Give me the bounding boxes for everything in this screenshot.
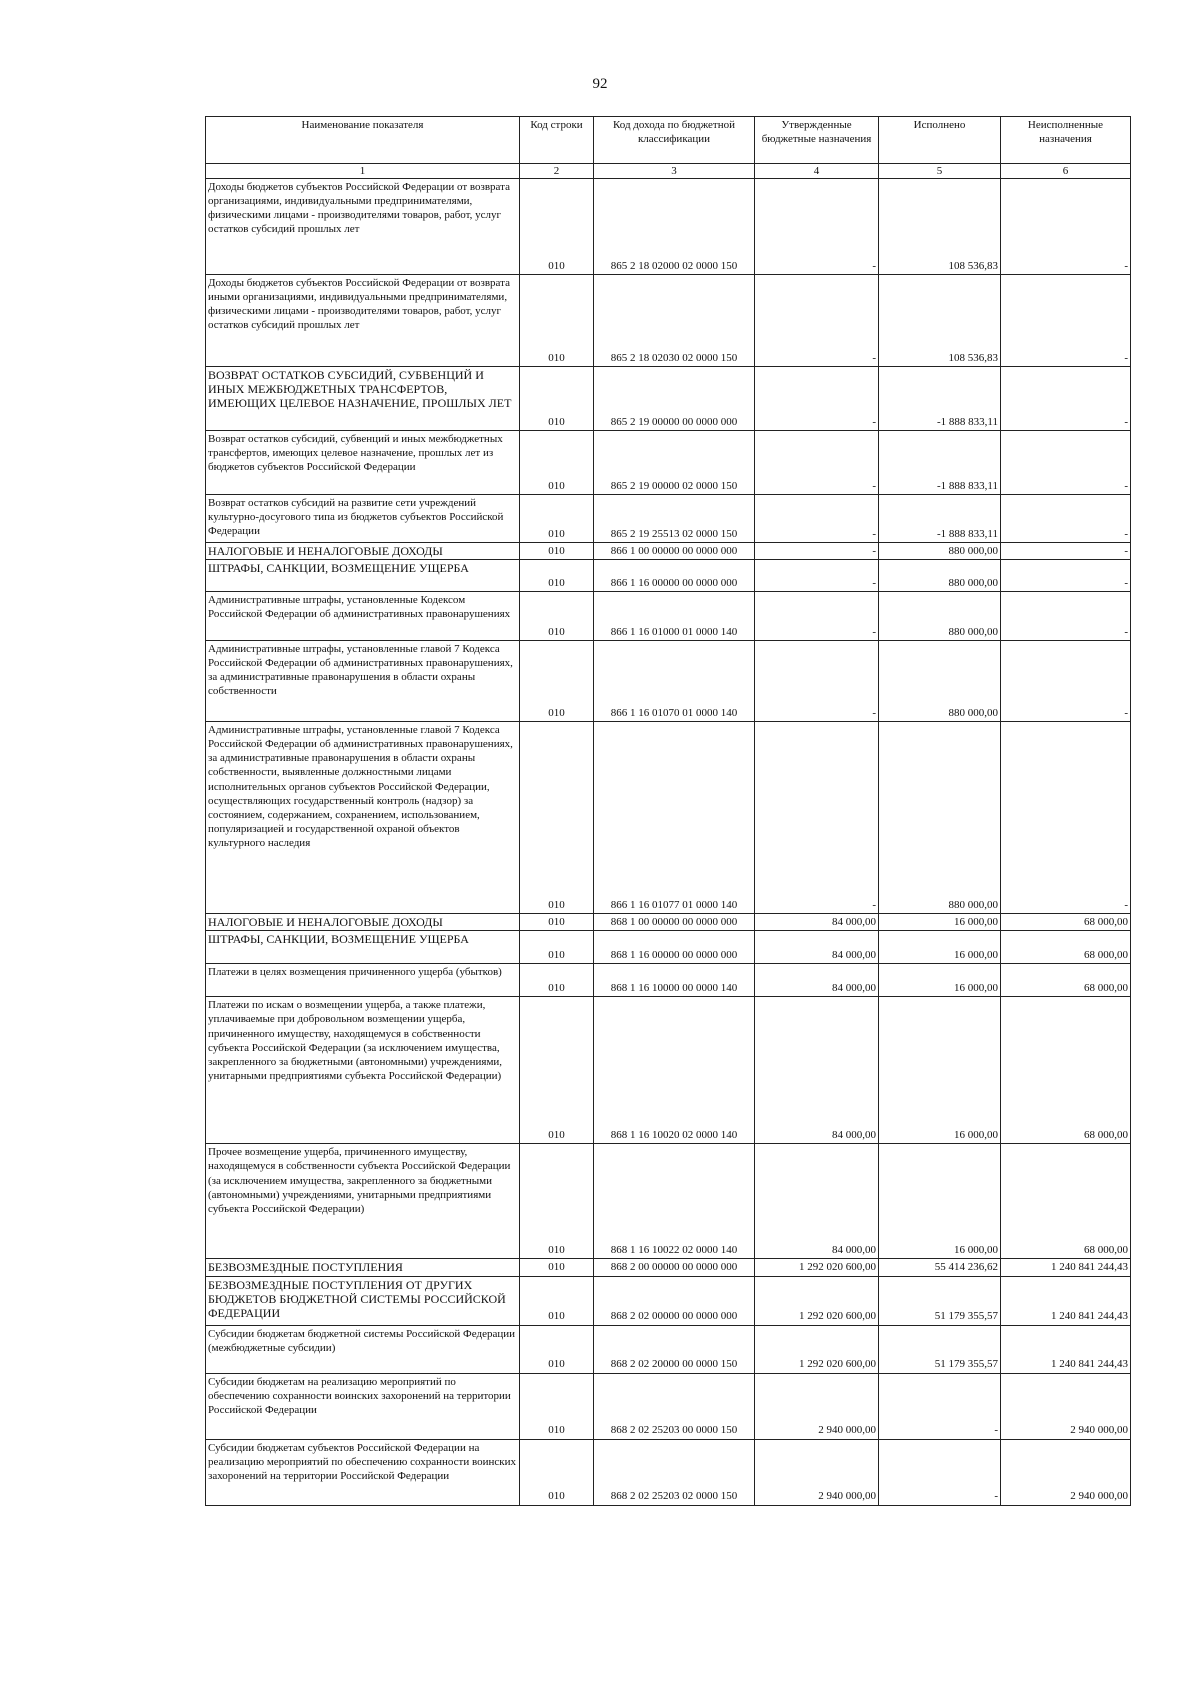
row-approved: 1 292 020 600,00 <box>755 1276 879 1325</box>
row-unexecuted: 68 000,00 <box>1001 914 1131 931</box>
row-executed: -1 888 833,11 <box>879 367 1001 431</box>
row-approved: 2 940 000,00 <box>755 1373 879 1439</box>
row-unexecuted: - <box>1001 722 1131 914</box>
row-unexecuted: - <box>1001 592 1131 641</box>
row-name: Возврат остатков субсидий на развитие сети учреждений культурно-досугового типа из бюджетов субъектов Российской Федерации <box>206 495 520 543</box>
row-line-code: 010 <box>520 964 594 997</box>
row-executed: 880 000,00 <box>879 592 1001 641</box>
row-unexecuted: 68 000,00 <box>1001 931 1131 964</box>
row-unexecuted: 1 240 841 244,43 <box>1001 1276 1131 1325</box>
column-number: 1 <box>206 164 520 179</box>
row-income-code: 868 2 02 25203 00 0000 150 <box>594 1373 755 1439</box>
table-row <box>206 1276 1131 1325</box>
row-line-code: 010 <box>520 560 594 592</box>
row-unexecuted: 68 000,00 <box>1001 1144 1131 1259</box>
row-name: Возврат остатков субсидий, субвенций и иных межбюджетных трансфертов, имеющих целевое назначение, прошлых лет из бюджетов субъектов Российской Федерации <box>206 431 520 495</box>
row-approved: - <box>755 560 879 592</box>
row-unexecuted: - <box>1001 641 1131 722</box>
row-income-code: 866 1 16 01070 01 0000 140 <box>594 641 755 722</box>
row-line-code: 010 <box>520 1276 594 1325</box>
row-name: ШТРАФЫ, САНКЦИИ, ВОЗМЕЩЕНИЕ УЩЕРБА <box>206 560 520 592</box>
row-approved: 84 000,00 <box>755 997 879 1144</box>
row-line-code: 010 <box>520 495 594 543</box>
row-income-code: 868 1 00 00000 00 0000 000 <box>594 914 755 931</box>
row-approved: 1 292 020 600,00 <box>755 1325 879 1373</box>
row-income-code: 868 1 16 10020 02 0000 140 <box>594 997 755 1144</box>
row-line-code: 010 <box>520 1439 594 1505</box>
row-approved: - <box>755 275 879 367</box>
row-executed: 108 536,83 <box>879 179 1001 275</box>
row-income-code: 865 2 19 00000 02 0000 150 <box>594 431 755 495</box>
row-executed: 108 536,83 <box>879 275 1001 367</box>
row-name: ВОЗВРАТ ОСТАТКОВ СУБСИДИЙ, СУБВЕНЦИЙ И ИНЫХ МЕЖБЮДЖЕТНЫХ ТРАНСФЕРТОВ, ИМЕЮЩИХ ЦЕЛЕВОЕ НАЗНАЧЕНИЕ, ПРОШЛЫХ ЛЕТ <box>206 367 520 431</box>
row-approved: 84 000,00 <box>755 1144 879 1259</box>
row-executed: 16 000,00 <box>879 1144 1001 1259</box>
row-income-code: 866 1 16 01000 01 0000 140 <box>594 592 755 641</box>
row-name: Платежи в целях возмещения причиненного ущерба (убытков) <box>206 964 520 997</box>
row-name: БЕЗВОЗМЕЗДНЫЕ ПОСТУПЛЕНИЯ <box>206 1259 520 1276</box>
row-line-code: 010 <box>520 275 594 367</box>
header-executed: Исполнено <box>879 117 1001 164</box>
row-executed: 55 414 236,62 <box>879 1259 1001 1276</box>
row-approved: 2 940 000,00 <box>755 1439 879 1505</box>
row-income-code: 868 1 16 10022 02 0000 140 <box>594 1144 755 1259</box>
table-row <box>206 997 1131 1144</box>
row-unexecuted: - <box>1001 367 1131 431</box>
table-row <box>206 543 1131 560</box>
row-income-code: 866 1 00 00000 00 0000 000 <box>594 543 755 560</box>
row-name: Субсидии бюджетам субъектов Российской Федерации на реализацию мероприятий по обеспечению сохранности воинских захоронений на территории Российской Федерации <box>206 1439 520 1505</box>
row-line-code: 010 <box>520 592 594 641</box>
row-approved: - <box>755 641 879 722</box>
row-unexecuted: - <box>1001 495 1131 543</box>
row-unexecuted: 68 000,00 <box>1001 964 1131 997</box>
row-name: Прочее возмещение ущерба, причиненного имуществу, находящемуся в собственности субъекта Российской Федерации (за исключением имущества, закрепленного за бюджетными (автономными) учреждениями, унитарными предприятиями субъекта Российской Федерации) <box>206 1144 520 1259</box>
row-approved: 1 292 020 600,00 <box>755 1259 879 1276</box>
row-approved: - <box>755 367 879 431</box>
row-income-code: 868 2 02 20000 00 0000 150 <box>594 1325 755 1373</box>
row-approved: 84 000,00 <box>755 931 879 964</box>
row-executed: 16 000,00 <box>879 964 1001 997</box>
column-number: 3 <box>594 164 755 179</box>
row-income-code: 868 2 02 25203 02 0000 150 <box>594 1439 755 1505</box>
table-row <box>206 560 1131 592</box>
row-line-code: 010 <box>520 543 594 560</box>
row-name: Субсидии бюджетам бюджетной системы Российской Федерации (межбюджетные субсидии) <box>206 1325 520 1373</box>
row-line-code: 010 <box>520 1373 594 1439</box>
header-row <box>206 117 1131 164</box>
page-number: 92 <box>592 76 608 92</box>
row-name: НАЛОГОВЫЕ И НЕНАЛОГОВЫЕ ДОХОДЫ <box>206 543 520 560</box>
row-name: ШТРАФЫ, САНКЦИИ, ВОЗМЕЩЕНИЕ УЩЕРБА <box>206 931 520 964</box>
row-unexecuted: 2 940 000,00 <box>1001 1439 1131 1505</box>
row-executed: -1 888 833,11 <box>879 431 1001 495</box>
table-row <box>206 592 1131 641</box>
row-approved: - <box>755 495 879 543</box>
table-row <box>206 179 1131 275</box>
table-row <box>206 641 1131 722</box>
row-name: Административные штрафы, установленные Кодексом Российской Федерации об административных правонарушениях <box>206 592 520 641</box>
table-row <box>206 1144 1131 1259</box>
row-name: НАЛОГОВЫЕ И НЕНАЛОГОВЫЕ ДОХОДЫ <box>206 914 520 931</box>
row-income-code: 865 2 19 25513 02 0000 150 <box>594 495 755 543</box>
row-name: Доходы бюджетов субъектов Российской Федерации от возврата иными организациями, индивидуальными предпринимателями, физическими лицами - производителями товаров, работ, услуг остатков субсидий прошлых лет <box>206 275 520 367</box>
row-unexecuted: 2 940 000,00 <box>1001 1373 1131 1439</box>
row-approved: - <box>755 179 879 275</box>
column-number-row <box>206 164 1131 179</box>
table-row <box>206 1325 1131 1373</box>
row-unexecuted: - <box>1001 179 1131 275</box>
table-row <box>206 1259 1131 1276</box>
row-name: Платежи по искам о возмещении ущерба, а также платежи, уплачиваемые при добровольном возмещении ущерба, причиненного имуществу, находящемуся в собственности субъекта Российской Федерации (за исключением имущества, закрепленного за бюджетными (автономными) учреждениями, унитарными предприятиями субъекта Российской Федерации) <box>206 997 520 1144</box>
column-number: 5 <box>879 164 1001 179</box>
row-executed: 51 179 355,57 <box>879 1276 1001 1325</box>
header-indicator-name: Наименование показателя <box>206 117 520 164</box>
row-line-code: 010 <box>520 1259 594 1276</box>
row-executed: - <box>879 1373 1001 1439</box>
row-executed: 16 000,00 <box>879 997 1001 1144</box>
row-executed: 16 000,00 <box>879 914 1001 931</box>
header-income-code: Код дохода по бюджетной классификации <box>594 117 755 164</box>
table-row <box>206 495 1131 543</box>
row-approved: 84 000,00 <box>755 914 879 931</box>
header-unexecuted: Неисполненные назначения <box>1001 117 1131 164</box>
row-unexecuted: - <box>1001 543 1131 560</box>
row-executed: 880 000,00 <box>879 543 1001 560</box>
table-row <box>206 722 1131 914</box>
table-row <box>206 914 1131 931</box>
row-approved: - <box>755 592 879 641</box>
row-executed: 51 179 355,57 <box>879 1325 1001 1373</box>
row-line-code: 010 <box>520 931 594 964</box>
table-row <box>206 931 1131 964</box>
row-name: БЕЗВОЗМЕЗДНЫЕ ПОСТУПЛЕНИЯ ОТ ДРУГИХ БЮДЖЕТОВ БЮДЖЕТНОЙ СИСТЕМЫ РОССИЙСКОЙ ФЕДЕРАЦИИ <box>206 1276 520 1325</box>
row-line-code: 010 <box>520 1144 594 1259</box>
row-line-code: 010 <box>520 179 594 275</box>
row-income-code: 868 2 02 00000 00 0000 000 <box>594 1276 755 1325</box>
header-line-code: Код строки <box>520 117 594 164</box>
row-line-code: 010 <box>520 722 594 914</box>
row-unexecuted: 1 240 841 244,43 <box>1001 1325 1131 1373</box>
row-income-code: 866 1 16 01077 01 0000 140 <box>594 722 755 914</box>
table-row <box>206 431 1131 495</box>
column-number: 2 <box>520 164 594 179</box>
row-line-code: 010 <box>520 997 594 1144</box>
row-income-code: 865 2 19 00000 00 0000 000 <box>594 367 755 431</box>
row-approved: 84 000,00 <box>755 964 879 997</box>
table-row <box>206 1439 1131 1505</box>
table-row <box>206 964 1131 997</box>
row-executed: -1 888 833,11 <box>879 495 1001 543</box>
row-executed: 16 000,00 <box>879 931 1001 964</box>
row-name: Субсидии бюджетам на реализацию мероприятий по обеспечению сохранности воинских захоронений на территории Российской Федерации <box>206 1373 520 1439</box>
row-approved: - <box>755 431 879 495</box>
row-line-code: 010 <box>520 1325 594 1373</box>
row-unexecuted: - <box>1001 275 1131 367</box>
budget-execution-table <box>205 116 1131 1506</box>
row-unexecuted: 68 000,00 <box>1001 997 1131 1144</box>
row-approved: - <box>755 722 879 914</box>
row-income-code: 868 1 16 10000 00 0000 140 <box>594 964 755 997</box>
table-row <box>206 367 1131 431</box>
column-number: 4 <box>755 164 879 179</box>
row-line-code: 010 <box>520 914 594 931</box>
row-line-code: 010 <box>520 641 594 722</box>
row-income-code: 865 2 18 02030 02 0000 150 <box>594 275 755 367</box>
row-executed: 880 000,00 <box>879 641 1001 722</box>
row-approved: - <box>755 543 879 560</box>
column-number: 6 <box>1001 164 1131 179</box>
row-line-code: 010 <box>520 367 594 431</box>
row-name: Доходы бюджетов субъектов Российской Федерации от возврата организациями, индивидуальными предпринимателями, физическими лицами - производителями товаров, работ, услуг остатков субсидий прошлых лет <box>206 179 520 275</box>
row-income-code: 866 1 16 00000 00 0000 000 <box>594 560 755 592</box>
row-name: Административные штрафы, установленные главой 7 Кодекса Российской Федерации об административных правонарушениях, за административные правонарушения в области охраны собственности, выявленные должностными лицами исполнительных органов субъектов Российской Федерации, осуществляющих государственный контроль (надзор) за состоянием, содержанием, сохранением, использованием, популяризацией и государственной охраной объектов культурного наследия <box>206 722 520 914</box>
row-executed: 880 000,00 <box>879 560 1001 592</box>
table-row <box>206 1373 1131 1439</box>
row-executed: 880 000,00 <box>879 722 1001 914</box>
row-unexecuted: - <box>1001 560 1131 592</box>
row-line-code: 010 <box>520 431 594 495</box>
row-unexecuted: - <box>1001 431 1131 495</box>
table-body <box>206 179 1131 1505</box>
row-executed: - <box>879 1439 1001 1505</box>
header-approved: Утвержденные бюджетные назначения <box>755 117 879 164</box>
table-row <box>206 275 1131 367</box>
row-income-code: 868 2 00 00000 00 0000 000 <box>594 1259 755 1276</box>
row-name: Административные штрафы, установленные главой 7 Кодекса Российской Федерации об административных правонарушениях, за административные правонарушения в области охраны собственности <box>206 641 520 722</box>
row-income-code: 865 2 18 02000 02 0000 150 <box>594 179 755 275</box>
row-income-code: 868 1 16 00000 00 0000 000 <box>594 931 755 964</box>
row-unexecuted: 1 240 841 244,43 <box>1001 1259 1131 1276</box>
